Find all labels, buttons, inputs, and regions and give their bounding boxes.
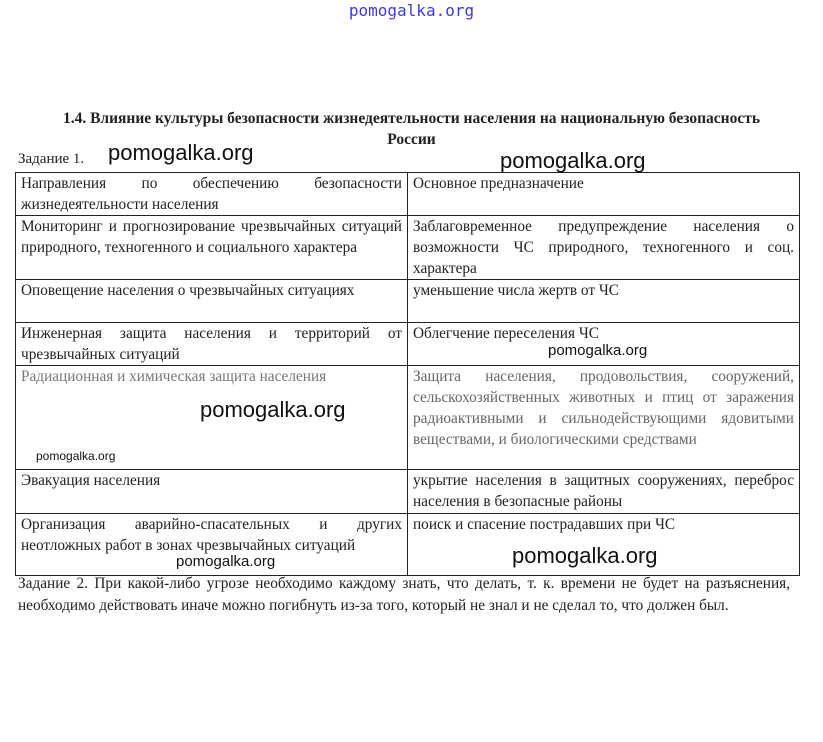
table-cell: уменьшение числа жертв от ЧС: [408, 280, 800, 323]
table-cell: Организация аварийно-спасательных и других неотложных работ в зонах чрезвычайных ситуаций: [16, 514, 408, 576]
table-cell: поиск и спасение пострадавших при ЧС: [408, 514, 800, 576]
table-cell: Защита населения, продовольствия, сооружений, сельскохозяйственных животных и птиц от заражения радиоактивными и сильнодействующими ядовитыми веществами, и биологическими средствами: [408, 366, 800, 470]
directions-table: [15, 172, 800, 576]
watermark: pomogalka.org: [500, 148, 646, 173]
watermark: pomogalka.org: [548, 342, 648, 359]
table-cell: Мониторинг и прогнозирование чрезвычайных ситуаций природного, техногенного и социального характера: [16, 216, 408, 280]
section-title: 1.4. Влияние культуры безопасности жизнедеятельности населения на национальную безопасность России: [62, 110, 761, 148]
table-row: [16, 366, 800, 470]
header-cell: Основное предназначение: [408, 173, 800, 216]
table-cell: Эвакуация населения: [16, 470, 408, 514]
watermark: pomogalka.org: [200, 397, 346, 422]
table-header-row: [16, 173, 800, 216]
table-row: [16, 323, 800, 366]
table-cell: Инженерная защита населения и территорий от чрезвычайных ситуаций: [16, 323, 408, 366]
table-row: [16, 470, 800, 514]
task2-text: Задание 2. При какой-либо угрозе необходимо каждому знать, что делать, т. к. времени не будет на разъяснения, необходимо действовать иначе можно погибнуть из-за того, который не знал и не сделал то, что должен был.: [18, 575, 790, 614]
watermark: pomogalka.org: [512, 543, 658, 568]
table-row: [16, 280, 800, 323]
table-cell: Заблаговременное предупреждение населения о возможности ЧС природного, техногенного и соц. характера: [408, 216, 800, 280]
header-cell: Направления по обеспечению безопасности жизнедеятельности населения: [16, 173, 408, 216]
task1-label: Задание 1.: [18, 151, 85, 167]
watermark: pomogalka.org: [176, 553, 276, 570]
table-cell: укрытие населения в защитных сооружениях, переброс населения в безопасные районы: [408, 470, 800, 514]
watermark: pomogalka.org: [108, 140, 254, 165]
table-row: [16, 514, 800, 576]
watermark-top: pomogalka.org: [348, 1, 475, 20]
table-cell: Оповещение населения о чрезвычайных ситуациях: [16, 280, 408, 323]
table-cell: Облегчение переселения ЧС: [408, 323, 800, 366]
table-row: [16, 216, 800, 280]
watermark: pomogalka.org: [36, 449, 116, 463]
table-cell: Радиационная и химическая защита населения: [16, 366, 408, 470]
